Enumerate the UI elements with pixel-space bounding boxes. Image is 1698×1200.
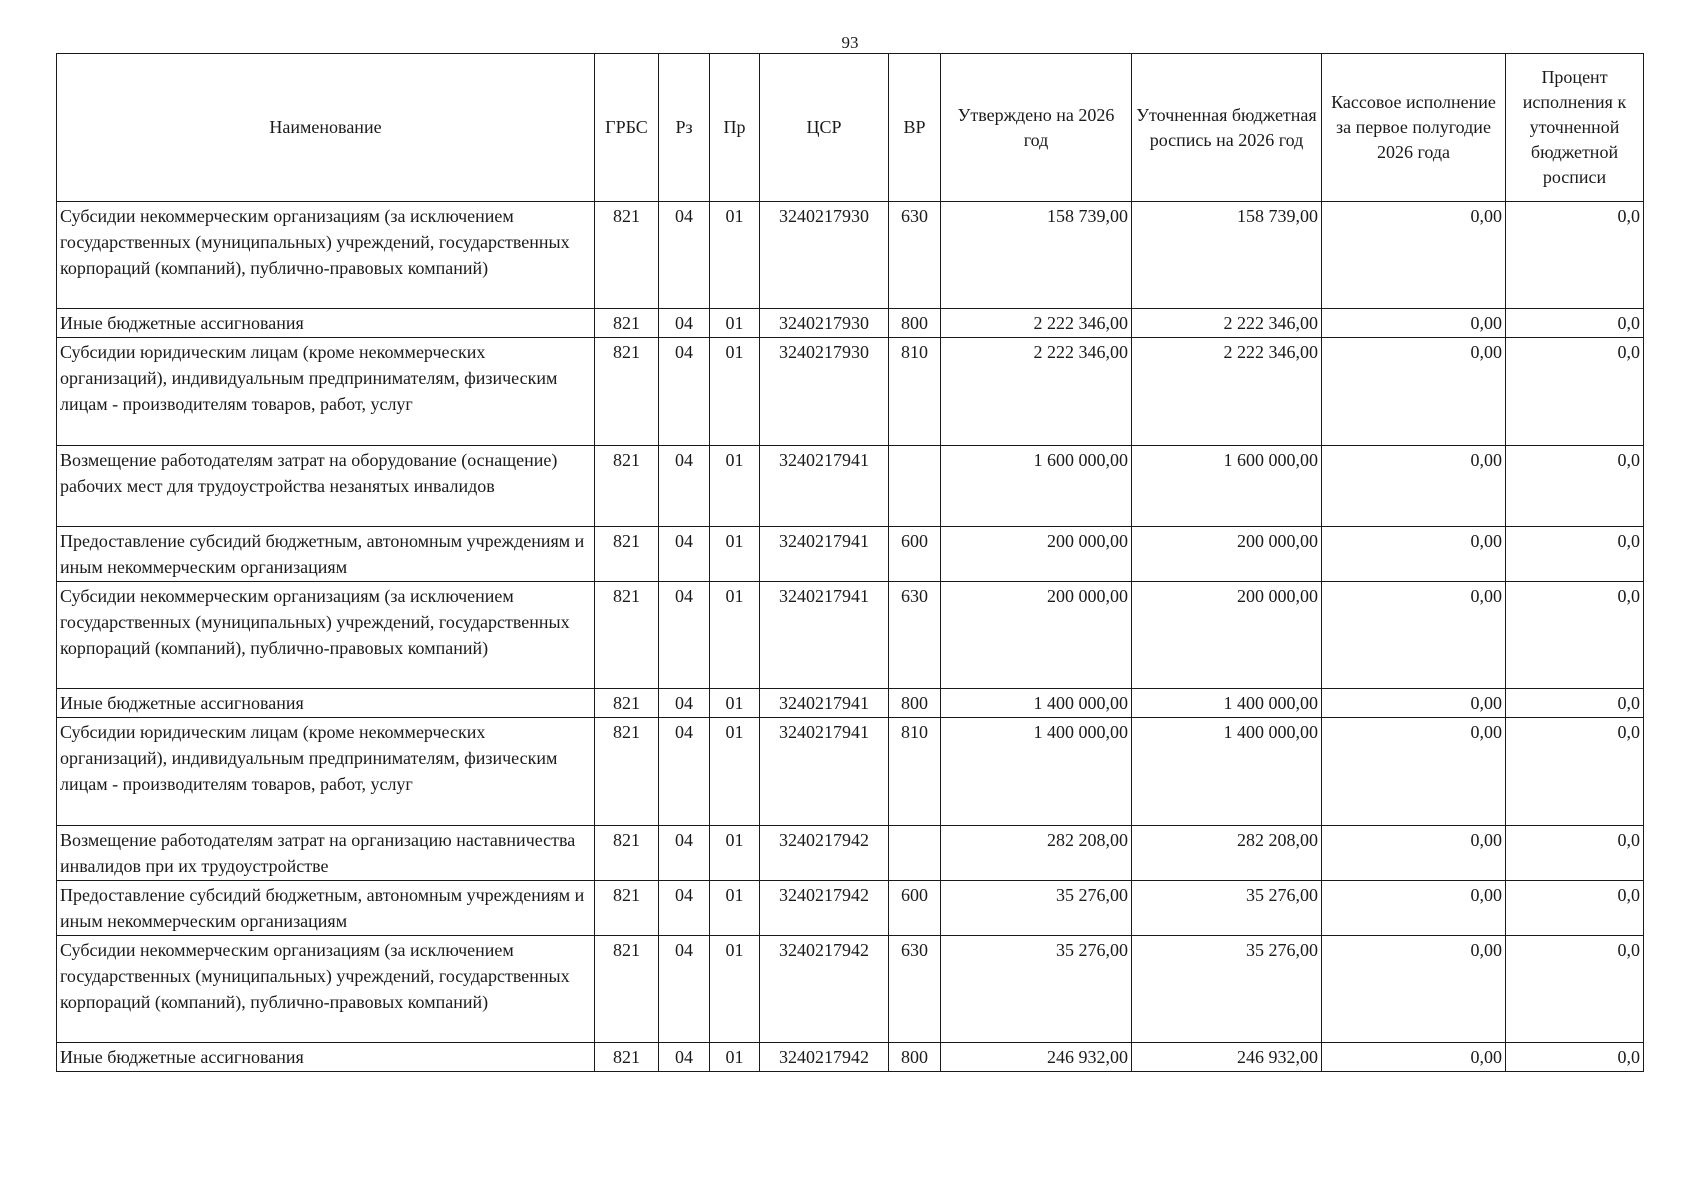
cell-cash: 0,00 xyxy=(1322,446,1506,527)
cell-cash: 0,00 xyxy=(1322,309,1506,338)
cell-pr: 01 xyxy=(710,936,760,1043)
cell-name: Иные бюджетные ассигнования xyxy=(57,689,595,718)
cell-percent: 0,0 xyxy=(1506,826,1644,881)
table-row xyxy=(57,689,1644,718)
cell-pr: 01 xyxy=(710,826,760,881)
cell-cash: 0,00 xyxy=(1322,338,1506,446)
cell-rz: 04 xyxy=(659,718,710,826)
cell-percent: 0,0 xyxy=(1506,582,1644,689)
cell-rz: 04 xyxy=(659,582,710,689)
cell-rz: 04 xyxy=(659,527,710,582)
cell-refined: 1 400 000,00 xyxy=(1132,718,1322,826)
header-approved: Утверждено на 2026 год xyxy=(941,54,1132,202)
cell-rz: 04 xyxy=(659,881,710,936)
cell-csr: 3240217941 xyxy=(760,446,889,527)
cell-name: Субсидии некоммерческим организациям (за исключением государственных (муниципальных) учреждений, государственных корпораций (компаний), публично-правовых компаний) xyxy=(57,202,595,309)
cell-name: Субсидии юридическим лицам (кроме некоммерческих организаций), индивидуальным предпринимателям, физическим лицам - производителям товаров, работ, услуг xyxy=(57,338,595,446)
cell-vr: 800 xyxy=(889,689,941,718)
cell-vr xyxy=(889,826,941,881)
cell-grbs: 821 xyxy=(595,718,659,826)
cell-vr: 600 xyxy=(889,881,941,936)
cell-grbs: 821 xyxy=(595,202,659,309)
cell-name: Субсидии некоммерческим организациям (за исключением государственных (муниципальных) учреждений, государственных корпораций (компаний), публично-правовых компаний) xyxy=(57,582,595,689)
cell-rz: 04 xyxy=(659,936,710,1043)
cell-approved: 246 932,00 xyxy=(941,1043,1132,1072)
cell-refined: 200 000,00 xyxy=(1132,527,1322,582)
header-row xyxy=(57,54,1644,202)
cell-refined: 282 208,00 xyxy=(1132,826,1322,881)
cell-csr: 3240217942 xyxy=(760,1043,889,1072)
cell-grbs: 821 xyxy=(595,881,659,936)
header-refined: Уточненная бюджетная роспись на 2026 год xyxy=(1132,54,1322,202)
header-percent: Процент исполнения к уточненной бюджетной росписи xyxy=(1506,54,1644,202)
header-vr: ВР xyxy=(889,54,941,202)
cell-grbs: 821 xyxy=(595,1043,659,1072)
cell-pr: 01 xyxy=(710,718,760,826)
cell-grbs: 821 xyxy=(595,936,659,1043)
cell-cash: 0,00 xyxy=(1322,527,1506,582)
cell-pr: 01 xyxy=(710,446,760,527)
cell-csr: 3240217941 xyxy=(760,527,889,582)
cell-approved: 158 739,00 xyxy=(941,202,1132,309)
cell-csr: 3240217941 xyxy=(760,718,889,826)
cell-rz: 04 xyxy=(659,202,710,309)
cell-approved: 200 000,00 xyxy=(941,582,1132,689)
cell-refined: 2 222 346,00 xyxy=(1132,338,1322,446)
cell-rz: 04 xyxy=(659,826,710,881)
cell-csr: 3240217941 xyxy=(760,582,889,689)
budget-table xyxy=(56,53,1644,1072)
cell-name: Предоставление субсидий бюджетным, автономным учреждениям и иным некоммерческим организациям xyxy=(57,527,595,582)
cell-approved: 1 400 000,00 xyxy=(941,718,1132,826)
cell-csr: 3240217942 xyxy=(760,936,889,1043)
cell-refined: 158 739,00 xyxy=(1132,202,1322,309)
cell-refined: 2 222 346,00 xyxy=(1132,309,1322,338)
cell-pr: 01 xyxy=(710,582,760,689)
cell-cash: 0,00 xyxy=(1322,202,1506,309)
cell-csr: 3240217942 xyxy=(760,881,889,936)
cell-cash: 0,00 xyxy=(1322,936,1506,1043)
cell-cash: 0,00 xyxy=(1322,689,1506,718)
header-name: Наименование xyxy=(57,54,595,202)
cell-approved: 200 000,00 xyxy=(941,527,1132,582)
cell-pr: 01 xyxy=(710,202,760,309)
cell-refined: 1 400 000,00 xyxy=(1132,689,1322,718)
cell-grbs: 821 xyxy=(595,309,659,338)
cell-name: Субсидии юридическим лицам (кроме некоммерческих организаций), индивидуальным предпринимателям, физическим лицам - производителям товаров, работ, услуг xyxy=(57,718,595,826)
cell-approved: 35 276,00 xyxy=(941,881,1132,936)
cell-vr: 600 xyxy=(889,527,941,582)
cell-vr: 630 xyxy=(889,936,941,1043)
cell-approved: 2 222 346,00 xyxy=(941,309,1132,338)
cell-csr: 3240217942 xyxy=(760,826,889,881)
cell-refined: 246 932,00 xyxy=(1132,1043,1322,1072)
cell-percent: 0,0 xyxy=(1506,936,1644,1043)
cell-name: Возмещение работодателям затрат на организацию наставничества инвалидов при их трудоустройстве xyxy=(57,826,595,881)
table-row xyxy=(57,881,1644,936)
cell-vr: 800 xyxy=(889,1043,941,1072)
cell-percent: 0,0 xyxy=(1506,689,1644,718)
cell-percent: 0,0 xyxy=(1506,202,1644,309)
cell-percent: 0,0 xyxy=(1506,1043,1644,1072)
cell-rz: 04 xyxy=(659,1043,710,1072)
table-row xyxy=(57,1043,1644,1072)
cell-refined: 200 000,00 xyxy=(1132,582,1322,689)
cell-percent: 0,0 xyxy=(1506,718,1644,826)
cell-vr: 800 xyxy=(889,309,941,338)
cell-percent: 0,0 xyxy=(1506,527,1644,582)
cell-cash: 0,00 xyxy=(1322,881,1506,936)
cell-rz: 04 xyxy=(659,446,710,527)
cell-grbs: 821 xyxy=(595,689,659,718)
cell-percent: 0,0 xyxy=(1506,338,1644,446)
header-csr: ЦСР xyxy=(760,54,889,202)
cell-grbs: 821 xyxy=(595,826,659,881)
table-row xyxy=(57,936,1644,1043)
header-cash: Кассовое исполнение за первое полугодие 2026 года xyxy=(1322,54,1506,202)
table-row xyxy=(57,309,1644,338)
cell-name: Возмещение работодателям затрат на оборудование (оснащение) рабочих мест для трудоустройства незанятых инвалидов xyxy=(57,446,595,527)
cell-pr: 01 xyxy=(710,881,760,936)
table-row xyxy=(57,202,1644,309)
cell-vr: 630 xyxy=(889,202,941,309)
cell-approved: 1 600 000,00 xyxy=(941,446,1132,527)
cell-rz: 04 xyxy=(659,338,710,446)
cell-name: Иные бюджетные ассигнования xyxy=(57,1043,595,1072)
cell-grbs: 821 xyxy=(595,582,659,689)
table-row xyxy=(57,826,1644,881)
cell-pr: 01 xyxy=(710,689,760,718)
cell-pr: 01 xyxy=(710,338,760,446)
cell-csr: 3240217930 xyxy=(760,202,889,309)
cell-pr: 01 xyxy=(710,527,760,582)
cell-pr: 01 xyxy=(710,1043,760,1072)
table-row xyxy=(57,582,1644,689)
cell-percent: 0,0 xyxy=(1506,446,1644,527)
header-pr: Пр xyxy=(710,54,760,202)
table-row xyxy=(57,446,1644,527)
cell-approved: 35 276,00 xyxy=(941,936,1132,1043)
table-row xyxy=(57,718,1644,826)
cell-csr: 3240217930 xyxy=(760,309,889,338)
cell-cash: 0,00 xyxy=(1322,1043,1506,1072)
cell-csr: 3240217930 xyxy=(760,338,889,446)
cell-name: Предоставление субсидий бюджетным, автономным учреждениям и иным некоммерческим организациям xyxy=(57,881,595,936)
cell-cash: 0,00 xyxy=(1322,582,1506,689)
cell-csr: 3240217941 xyxy=(760,689,889,718)
cell-name: Субсидии некоммерческим организациям (за исключением государственных (муниципальных) учреждений, государственных корпораций (компаний), публично-правовых компаний) xyxy=(57,936,595,1043)
page-number: 93 xyxy=(841,33,859,52)
cell-refined: 1 600 000,00 xyxy=(1132,446,1322,527)
cell-refined: 35 276,00 xyxy=(1132,881,1322,936)
cell-approved: 1 400 000,00 xyxy=(941,689,1132,718)
header-grbs: ГРБС xyxy=(595,54,659,202)
cell-vr xyxy=(889,446,941,527)
cell-pr: 01 xyxy=(710,309,760,338)
cell-grbs: 821 xyxy=(595,446,659,527)
cell-vr: 810 xyxy=(889,338,941,446)
table-row xyxy=(57,338,1644,446)
cell-percent: 0,0 xyxy=(1506,881,1644,936)
cell-approved: 2 222 346,00 xyxy=(941,338,1132,446)
cell-percent: 0,0 xyxy=(1506,309,1644,338)
cell-cash: 0,00 xyxy=(1322,826,1506,881)
header-rz: Рз xyxy=(659,54,710,202)
cell-grbs: 821 xyxy=(595,527,659,582)
cell-rz: 04 xyxy=(659,309,710,338)
cell-name: Иные бюджетные ассигнования xyxy=(57,309,595,338)
cell-rz: 04 xyxy=(659,689,710,718)
cell-vr: 810 xyxy=(889,718,941,826)
cell-refined: 35 276,00 xyxy=(1132,936,1322,1043)
cell-cash: 0,00 xyxy=(1322,718,1506,826)
cell-approved: 282 208,00 xyxy=(941,826,1132,881)
table-row xyxy=(57,527,1644,582)
cell-grbs: 821 xyxy=(595,338,659,446)
cell-vr: 630 xyxy=(889,582,941,689)
